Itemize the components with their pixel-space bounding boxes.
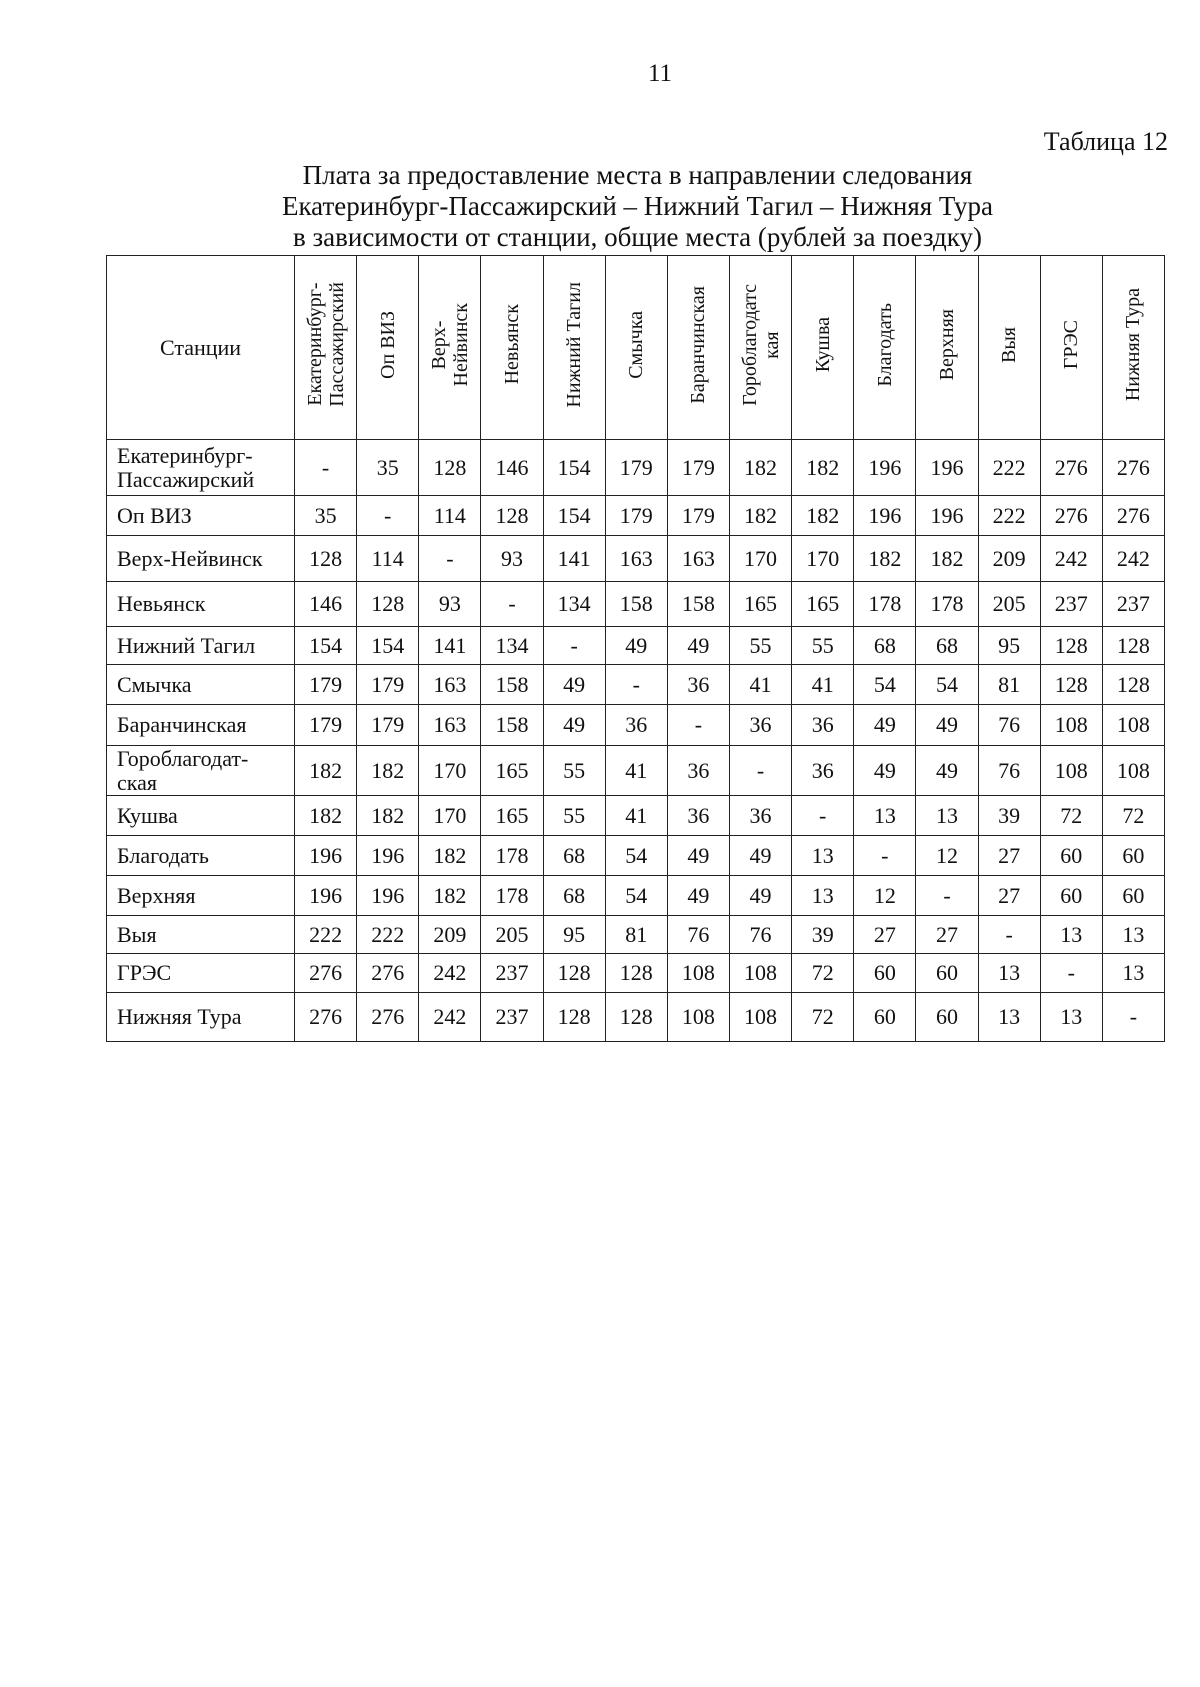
column-header-label: Благодать <box>873 302 896 387</box>
fare-cell: 55 <box>729 627 791 665</box>
fare-cell: 158 <box>605 582 667 627</box>
fare-cell: 68 <box>916 627 978 665</box>
fare-cell: 39 <box>978 796 1040 836</box>
fare-cell: 13 <box>978 954 1040 993</box>
fare-cell: 108 <box>1040 746 1102 796</box>
fare-cell: - <box>667 705 729 746</box>
corner-header: Станции <box>107 256 295 440</box>
fare-cell: 55 <box>543 746 605 796</box>
fare-cell: 35 <box>357 440 419 496</box>
fare-cell: - <box>854 836 916 876</box>
column-header-label: Гороблагодатс кая <box>738 283 783 406</box>
row-station-name: Екатеринбург- Пассажирский <box>107 440 295 496</box>
title-line: Екатеринбург-Пассажирский – Нижний Тагил – Нижняя Тура <box>281 191 994 221</box>
header-row <box>107 256 1165 440</box>
table-row <box>107 876 1165 916</box>
table-row <box>107 496 1165 536</box>
column-header <box>854 256 916 440</box>
column-header <box>729 256 791 440</box>
fare-cell: 182 <box>854 536 916 582</box>
fare-cell: 128 <box>1040 627 1102 665</box>
fare-cell: 242 <box>419 993 481 1042</box>
row-station-name: Верх-Нейвинск <box>107 536 295 582</box>
fare-cell: 60 <box>916 954 978 993</box>
table-row <box>107 665 1165 705</box>
fare-cell: 158 <box>481 665 543 705</box>
row-station-name: Оп ВИЗ <box>107 496 295 536</box>
fare-cell: 12 <box>854 876 916 916</box>
fare-cell: 158 <box>481 705 543 746</box>
fare-cell: 95 <box>543 916 605 954</box>
fare-cell: 27 <box>854 916 916 954</box>
fare-cell: 108 <box>667 993 729 1042</box>
fare-cell: 242 <box>1040 536 1102 582</box>
fare-cell: 170 <box>419 746 481 796</box>
fare-cell: - <box>481 582 543 627</box>
table-row <box>107 796 1165 836</box>
fare-cell: - <box>1102 993 1164 1042</box>
fare-cell: 95 <box>978 627 1040 665</box>
column-header-label: Нижний Тагил <box>563 281 586 408</box>
table-row <box>107 746 1165 796</box>
fare-cell: 108 <box>729 954 791 993</box>
fare-cell: 128 <box>481 496 543 536</box>
fare-cell: 128 <box>605 993 667 1042</box>
fare-cell: 163 <box>419 665 481 705</box>
fare-cell: 60 <box>1102 836 1164 876</box>
fare-cell: - <box>543 627 605 665</box>
fare-cell: 209 <box>419 916 481 954</box>
fare-cell: 196 <box>357 876 419 916</box>
fare-cell: 93 <box>419 582 481 627</box>
fare-cell: 196 <box>295 836 357 876</box>
fare-cell: 60 <box>854 993 916 1042</box>
fare-cell: 108 <box>667 954 729 993</box>
fare-cell: 81 <box>978 665 1040 705</box>
table-row <box>107 954 1165 993</box>
fare-cell: 276 <box>1040 496 1102 536</box>
row-station-name: Гороблагодат- ская <box>107 746 295 796</box>
fare-cell: 182 <box>792 440 854 496</box>
fare-cell: 196 <box>295 876 357 916</box>
fare-cell: 49 <box>605 627 667 665</box>
fare-cell: - <box>357 496 419 536</box>
fare-cell: 68 <box>543 836 605 876</box>
fare-cell: 154 <box>295 627 357 665</box>
column-header <box>481 256 543 440</box>
fare-cell: 81 <box>605 916 667 954</box>
fare-cell: 179 <box>605 496 667 536</box>
fare-cell: 60 <box>916 993 978 1042</box>
fare-cell: 178 <box>481 836 543 876</box>
fare-cell: 49 <box>729 836 791 876</box>
fare-cell: 182 <box>295 796 357 836</box>
fare-cell: 72 <box>792 954 854 993</box>
fare-cell: 108 <box>1102 705 1164 746</box>
fare-cell: 165 <box>481 746 543 796</box>
fare-cell: - <box>978 916 1040 954</box>
fare-cell: 54 <box>854 665 916 705</box>
fare-cell: 114 <box>419 496 481 536</box>
fare-cell: 205 <box>481 916 543 954</box>
fare-cell: 49 <box>854 705 916 746</box>
fare-cell: 196 <box>357 836 419 876</box>
fare-cell: 154 <box>543 440 605 496</box>
fare-cell: 196 <box>916 440 978 496</box>
fare-cell: 13 <box>978 993 1040 1042</box>
fare-cell: 128 <box>357 582 419 627</box>
fare-cell: 178 <box>916 582 978 627</box>
fare-cell: 222 <box>295 916 357 954</box>
fare-cell: - <box>792 796 854 836</box>
fare-table <box>106 255 1165 1042</box>
fare-cell: 170 <box>729 536 791 582</box>
row-station-name: Нижний Тагил <box>107 627 295 665</box>
column-header <box>419 256 481 440</box>
fare-cell: 182 <box>729 496 791 536</box>
fare-cell: 170 <box>792 536 854 582</box>
fare-cell: 276 <box>1040 440 1102 496</box>
fare-cell: 49 <box>543 665 605 705</box>
fare-cell: 179 <box>667 496 729 536</box>
fare-cell: 49 <box>667 876 729 916</box>
fare-cell: 179 <box>357 665 419 705</box>
fare-cell: 27 <box>978 876 1040 916</box>
fare-cell: 178 <box>481 876 543 916</box>
row-station-name: Верхняя <box>107 876 295 916</box>
fare-cell: 36 <box>667 796 729 836</box>
fare-cell: - <box>729 746 791 796</box>
column-header <box>978 256 1040 440</box>
row-station-name: ГРЭС <box>107 954 295 993</box>
fare-cell: 35 <box>295 496 357 536</box>
fare-cell: - <box>419 536 481 582</box>
fare-cell: 39 <box>792 916 854 954</box>
column-header <box>605 256 667 440</box>
fare-cell: 41 <box>792 665 854 705</box>
row-station-name: Нижняя Тура <box>107 993 295 1042</box>
column-header-label: Невьянск <box>500 304 523 385</box>
fare-cell: 27 <box>916 916 978 954</box>
row-station-name: Кушва <box>107 796 295 836</box>
fare-cell: 179 <box>295 705 357 746</box>
table-title <box>110 160 1165 253</box>
column-header <box>357 256 419 440</box>
fare-cell: 165 <box>792 582 854 627</box>
fare-cell: 163 <box>667 536 729 582</box>
fare-cell: 41 <box>605 796 667 836</box>
fare-cell: - <box>1040 954 1102 993</box>
table-row <box>107 440 1165 496</box>
fare-cell: 49 <box>667 836 729 876</box>
table-row <box>107 627 1165 665</box>
table-row <box>107 836 1165 876</box>
column-header <box>543 256 605 440</box>
row-station-name: Баранчинская <box>107 705 295 746</box>
row-station-name: Благодать <box>107 836 295 876</box>
fare-cell: 154 <box>543 496 605 536</box>
fare-cell: 55 <box>543 796 605 836</box>
column-header <box>667 256 729 440</box>
fare-cell: 60 <box>1040 836 1102 876</box>
fare-cell: 128 <box>1102 627 1164 665</box>
fare-cell: 36 <box>729 705 791 746</box>
fare-cell: 76 <box>729 916 791 954</box>
fare-cell: 163 <box>605 536 667 582</box>
fare-cell: 36 <box>792 705 854 746</box>
fare-cell: 13 <box>792 876 854 916</box>
fare-cell: 178 <box>854 582 916 627</box>
fare-cell: 141 <box>419 627 481 665</box>
fare-cell: 49 <box>667 627 729 665</box>
column-header <box>1040 256 1102 440</box>
fare-cell: 76 <box>978 705 1040 746</box>
fare-cell: 276 <box>1102 496 1164 536</box>
fare-cell: 76 <box>667 916 729 954</box>
fare-cell: - <box>916 876 978 916</box>
fare-cell: 13 <box>1102 954 1164 993</box>
fare-cell: 276 <box>295 954 357 993</box>
row-station-name: Выя <box>107 916 295 954</box>
fare-cell: 128 <box>1102 665 1164 705</box>
table-body <box>107 440 1165 1042</box>
column-header-label: Выя <box>998 326 1021 363</box>
row-station-name: Смычка <box>107 665 295 705</box>
fare-cell: 222 <box>978 440 1040 496</box>
table-label: Таблица 12 <box>1043 127 1168 156</box>
fare-cell: 13 <box>1040 993 1102 1042</box>
fare-cell: 163 <box>419 705 481 746</box>
fare-cell: 36 <box>792 746 854 796</box>
fare-cell: 276 <box>295 993 357 1042</box>
fare-cell: 209 <box>978 536 1040 582</box>
fare-cell: 146 <box>295 582 357 627</box>
column-header-label: ГРЭС <box>1060 319 1083 370</box>
fare-cell: 196 <box>854 496 916 536</box>
fare-cell: 128 <box>605 954 667 993</box>
fare-cell: 12 <box>916 836 978 876</box>
fare-cell: 13 <box>1040 916 1102 954</box>
fare-cell: 196 <box>916 496 978 536</box>
fare-cell: 128 <box>295 536 357 582</box>
column-header <box>916 256 978 440</box>
fare-cell: 49 <box>543 705 605 746</box>
fare-cell: 108 <box>1102 746 1164 796</box>
fare-cell: 68 <box>854 627 916 665</box>
fare-cell: - <box>605 665 667 705</box>
fare-cell: 146 <box>481 440 543 496</box>
fare-cell: 72 <box>1040 796 1102 836</box>
fare-cell: 158 <box>667 582 729 627</box>
fare-cell: 108 <box>1040 705 1102 746</box>
fare-cell: 49 <box>916 705 978 746</box>
fare-cell: 179 <box>605 440 667 496</box>
fare-cell: 13 <box>916 796 978 836</box>
fare-cell: 128 <box>419 440 481 496</box>
fare-cell: 13 <box>854 796 916 836</box>
fare-cell: 237 <box>1040 582 1102 627</box>
fare-cell: 182 <box>916 536 978 582</box>
fare-cell: 276 <box>357 954 419 993</box>
table-row <box>107 705 1165 746</box>
fare-cell: 222 <box>978 496 1040 536</box>
fare-cell: 237 <box>481 993 543 1042</box>
fare-cell: 128 <box>1040 665 1102 705</box>
fare-cell: 60 <box>854 954 916 993</box>
fare-cell: 76 <box>978 746 1040 796</box>
title-line: Плата за предоставление места в направлении следования <box>302 160 973 190</box>
fare-cell: 41 <box>729 665 791 705</box>
fare-cell: 182 <box>419 876 481 916</box>
fare-cell: 242 <box>1102 536 1164 582</box>
fare-cell: 55 <box>792 627 854 665</box>
fare-cell: 36 <box>667 665 729 705</box>
column-header-label: Баранчинская <box>687 285 710 404</box>
column-header-label: Кушва <box>811 316 834 373</box>
fare-cell: 134 <box>481 627 543 665</box>
fare-cell: 36 <box>605 705 667 746</box>
fare-cell: 222 <box>357 916 419 954</box>
fare-cell: 54 <box>916 665 978 705</box>
fare-cell: 182 <box>729 440 791 496</box>
fare-cell: 179 <box>357 705 419 746</box>
fare-cell: 36 <box>667 746 729 796</box>
fare-cell: - <box>295 440 357 496</box>
title-line: в зависимости от станции, общие места (рублей за поездку) <box>292 222 983 252</box>
column-header <box>295 256 357 440</box>
fare-cell: 134 <box>543 582 605 627</box>
fare-cell: 54 <box>605 836 667 876</box>
column-header <box>792 256 854 440</box>
fare-cell: 182 <box>357 746 419 796</box>
fare-cell: 165 <box>481 796 543 836</box>
fare-cell: 13 <box>792 836 854 876</box>
column-header-label: Верх- Нейвинск <box>427 302 472 387</box>
fare-cell: 237 <box>481 954 543 993</box>
fare-cell: 36 <box>729 796 791 836</box>
table-row <box>107 993 1165 1042</box>
table-row <box>107 916 1165 954</box>
column-header-label: Верхняя <box>935 308 958 381</box>
fare-cell: 72 <box>792 993 854 1042</box>
fare-cell: 237 <box>1102 582 1164 627</box>
fare-cell: 60 <box>1040 876 1102 916</box>
fare-cell: 165 <box>729 582 791 627</box>
fare-cell: 72 <box>1102 796 1164 836</box>
fare-cell: 54 <box>605 876 667 916</box>
row-station-name: Невьянск <box>107 582 295 627</box>
fare-cell: 170 <box>419 796 481 836</box>
fare-cell: 128 <box>543 993 605 1042</box>
fare-cell: 49 <box>729 876 791 916</box>
page-number: 11 <box>647 60 673 87</box>
fare-cell: 41 <box>605 746 667 796</box>
fare-cell: 49 <box>854 746 916 796</box>
fare-cell: 141 <box>543 536 605 582</box>
fare-cell: 128 <box>543 954 605 993</box>
fare-cell: 276 <box>1102 440 1164 496</box>
fare-cell: 276 <box>357 993 419 1042</box>
table-row <box>107 536 1165 582</box>
column-header <box>1102 256 1164 440</box>
fare-cell: 60 <box>1102 876 1164 916</box>
fare-cell: 196 <box>854 440 916 496</box>
fare-cell: 179 <box>295 665 357 705</box>
table-row <box>107 582 1165 627</box>
fare-cell: 182 <box>792 496 854 536</box>
column-header-label: Оп ВИЗ <box>376 310 399 379</box>
fare-cell: 182 <box>295 746 357 796</box>
fare-cell: 108 <box>729 993 791 1042</box>
column-header-label: Нижняя Тура <box>1122 287 1145 402</box>
fare-cell: 49 <box>916 746 978 796</box>
column-header-label: Смычка <box>625 310 648 379</box>
column-header-label: Екатеринбург- Пассажирский <box>303 282 348 407</box>
fare-cell: 182 <box>357 796 419 836</box>
fare-cell: 114 <box>357 536 419 582</box>
fare-cell: 27 <box>978 836 1040 876</box>
fare-cell: 242 <box>419 954 481 993</box>
fare-cell: 205 <box>978 582 1040 627</box>
fare-cell: 154 <box>357 627 419 665</box>
fare-cell: 182 <box>419 836 481 876</box>
fare-cell: 93 <box>481 536 543 582</box>
fare-cell: 179 <box>667 440 729 496</box>
fare-cell: 68 <box>543 876 605 916</box>
fare-cell: 13 <box>1102 916 1164 954</box>
